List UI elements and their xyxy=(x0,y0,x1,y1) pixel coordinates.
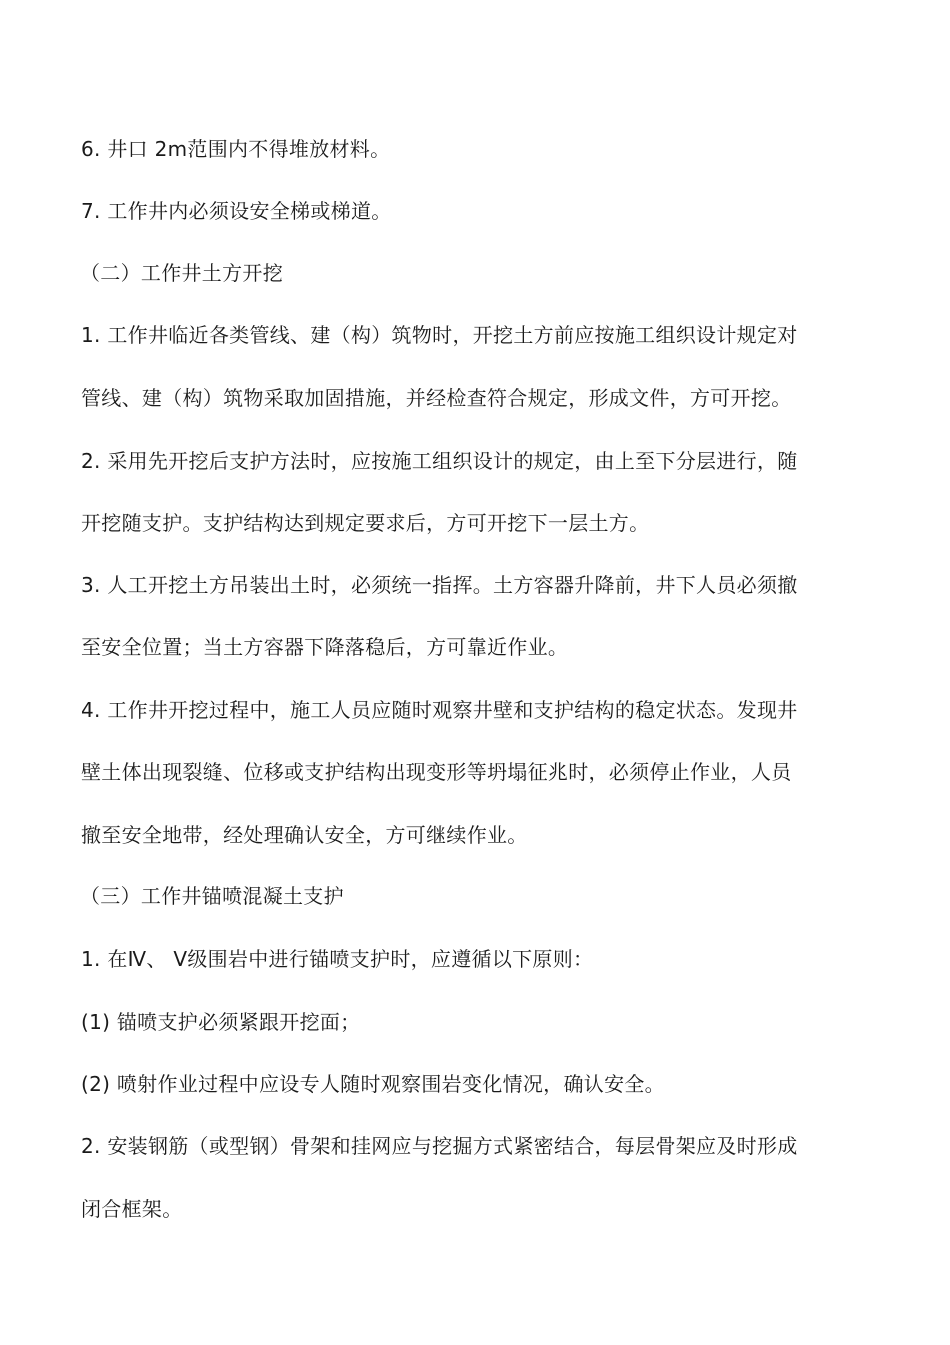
sub-item-1: (1) 锚喷支护必须紧跟开挖面； xyxy=(81,1010,361,1034)
section-heading-2: （二）工作井土方开挖 xyxy=(80,261,283,285)
section-heading-3: （三）工作井锚喷混凝土支护 xyxy=(80,884,344,908)
paragraph-1-line-1: 1. 工作井临近各类管线、建（构）筑物时，开挖土方前应按施工组织设计规定对 xyxy=(81,323,798,347)
paragraph-4-line-2: 壁土体出现裂缝、位移或支护结构出现变形等坍塌征兆时，必须停止作业，人员 xyxy=(81,760,792,784)
paragraph-6-line-2: 闭合框架。 xyxy=(81,1197,183,1221)
paragraph-4-line-1: 4. 工作井开挖过程中，施工人员应随时观察井壁和支护结构的稳定状态。发现井 xyxy=(81,698,798,722)
paragraph-3-line-2: 至安全位置；当土方容器下降落稳后，方可靠近作业。 xyxy=(81,635,569,659)
paragraph-6-line-1: 2. 安装钢筋（或型钢）骨架和挂网应与挖掘方式紧密结合，每层骨架应及时形成 xyxy=(81,1134,798,1158)
paragraph-1-line-2: 管线、建（构）筑物采取加固措施，并经检查符合规定，形成文件，方可开挖。 xyxy=(81,386,792,410)
item-7: 7. 工作井内必须设安全梯或梯道。 xyxy=(81,199,392,223)
paragraph-3-line-1: 3. 人工开挖土方吊装出土时，必须统一指挥。土方容器升降前，井下人员必须撤 xyxy=(81,573,798,597)
paragraph-2-line-2: 开挖随支护。支护结构达到规定要求后，方可开挖下一层土方。 xyxy=(81,511,650,535)
paragraph-4-line-3: 撤至安全地带，经处理确认安全，方可继续作业。 xyxy=(81,823,528,847)
item-6: 6. 井口 2m范围内不得堆放材料。 xyxy=(81,137,391,161)
sub-item-2: (2) 喷射作业过程中应设专人随时观察围岩变化情况，确认安全。 xyxy=(81,1072,665,1096)
paragraph-5-line-1: 1. 在Ⅳ、 Ⅴ级围岩中进行锚喷支护时，应遵循以下原则： xyxy=(81,947,594,971)
paragraph-2-line-1: 2. 采用先开挖后支护方法时，应按施工组织设计的规定，由上至下分层进行，随 xyxy=(81,449,798,473)
